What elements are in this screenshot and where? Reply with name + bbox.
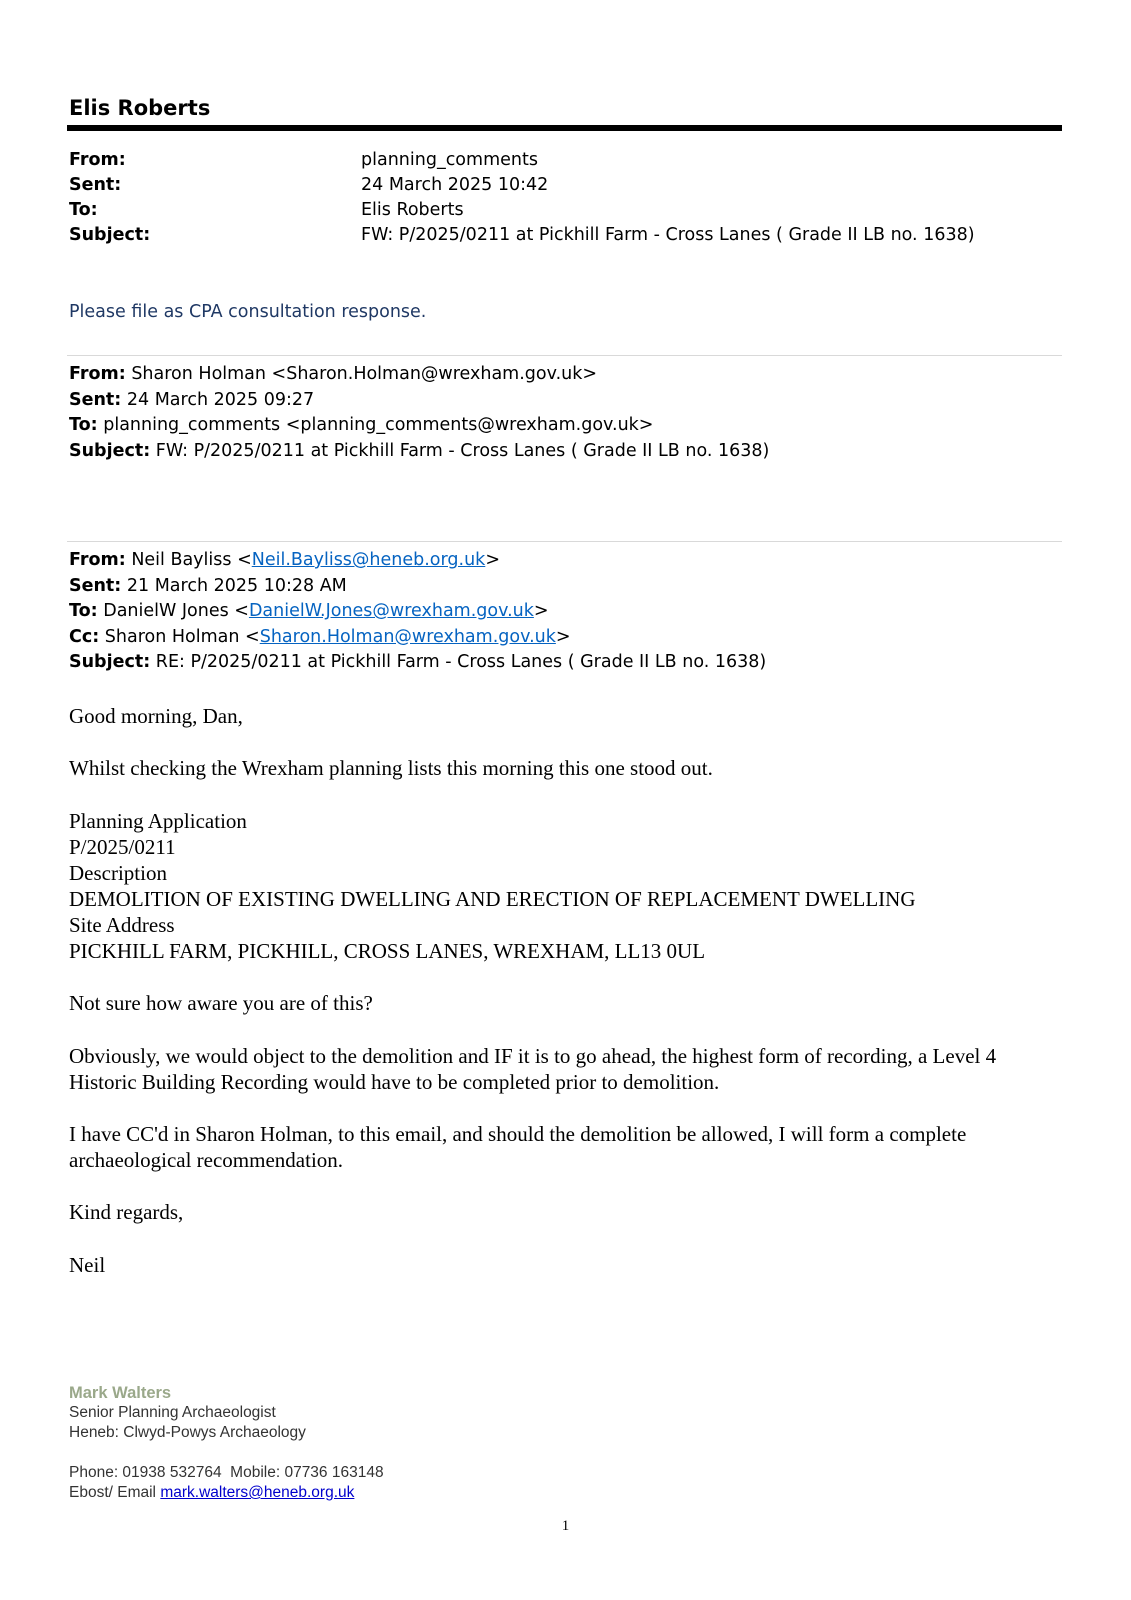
page-number: 1 bbox=[561, 1518, 570, 1534]
fwd2-cc-end: > bbox=[555, 626, 571, 647]
outer-to-value: Elis Roberts bbox=[361, 200, 464, 220]
application-details bbox=[69, 808, 1064, 964]
greeting: Good morning, Dan, bbox=[69, 704, 243, 728]
outer-from-value: planning_comments bbox=[361, 150, 538, 170]
app-line: P/2025/0211 bbox=[69, 835, 176, 859]
fwd1-from-value: Sharon Holman <Sharon.Holman@wrexham.gov.uk> bbox=[131, 364, 598, 384]
fwd2-from-label: From: bbox=[69, 550, 126, 570]
fwd1-subject-label: Subject: bbox=[69, 440, 151, 461]
filing-note: Please file as CPA consultation response. bbox=[69, 302, 427, 322]
fwd2-cc-email-link[interactable]: Sharon.Holman@wrexham.gov.uk bbox=[259, 626, 556, 647]
app-line: PICKHILL FARM, PICKHILL, CROSS LANES, WREXHAM, LL13 0UL bbox=[69, 939, 706, 963]
fwd2-sent-value: 21 March 2025 10:28 AM bbox=[126, 575, 347, 596]
fwd2-cc-name: Sharon Holman < bbox=[104, 626, 260, 647]
app-line: Planning Application bbox=[69, 809, 247, 833]
fwd2-to-name: DanielW Jones < bbox=[103, 601, 249, 621]
paragraph-4: I have CC'd in Sharon Holman, to this email, and should the demolition be allowed, I will form a complete archaeological recommendation. bbox=[69, 1122, 967, 1172]
fwd2-from-end: > bbox=[485, 550, 500, 570]
fwd1-subject-value: FW: P/2025/0211 at Pickhill Farm - Cross Lanes ( Grade II LB no. 1638) bbox=[155, 440, 770, 461]
fwd2-to-end: > bbox=[533, 601, 549, 621]
fwd2-cc-label: Cc: bbox=[69, 626, 100, 647]
separator-2 bbox=[67, 541, 1062, 542]
outer-sent-label: Sent: bbox=[69, 175, 122, 195]
signature-name: Mark Walters bbox=[69, 1384, 172, 1402]
owner-rule bbox=[67, 125, 1062, 131]
document-owner: Elis Roberts bbox=[69, 96, 211, 120]
outer-subject-label: Subject: bbox=[69, 225, 151, 245]
sign-off: Neil bbox=[69, 1253, 106, 1277]
outer-to-label: To: bbox=[69, 200, 98, 220]
fwd2-from-name: Neil Bayliss < bbox=[131, 550, 252, 570]
fwd1-from-label: From: bbox=[69, 364, 126, 384]
forward-1-header bbox=[69, 362, 769, 464]
fwd2-subject-label: Subject: bbox=[69, 652, 151, 672]
paragraph-1: Whilst checking the Wrexham planning lists this morning this one stood out. bbox=[69, 756, 713, 780]
fwd2-to-email-link[interactable]: DanielW.Jones@wrexham.gov.uk bbox=[248, 601, 534, 621]
outer-from-label: From: bbox=[69, 150, 126, 170]
fwd2-sent-label: Sent: bbox=[69, 575, 122, 596]
app-line: Site Address bbox=[69, 913, 175, 937]
signature-email-label: Ebost/ Email bbox=[69, 1484, 161, 1501]
signature-block bbox=[69, 1383, 384, 1503]
app-line: DEMOLITION OF EXISTING DWELLING AND ERECTION OF REPLACEMENT DWELLING bbox=[69, 887, 916, 911]
fwd1-sent-value: 24 March 2025 09:27 bbox=[126, 389, 315, 410]
paragraph-2: Not sure how aware you are of this? bbox=[69, 991, 373, 1015]
outer-subject-value: FW: P/2025/0211 at Pickhill Farm - Cross Lanes ( Grade II LB no. 1638) bbox=[361, 225, 975, 245]
outer-sent-value: 24 March 2025 10:42 bbox=[361, 175, 549, 195]
paragraph-3: Obviously, we would object to the demolition and IF it is to go ahead, the highest form of recording, a Level 4 Historic Building Recording would have to be completed prior to demolition. bbox=[69, 1044, 997, 1094]
signature-email-link[interactable]: mark.walters@heneb.org.uk bbox=[160, 1484, 355, 1501]
forward-2-header bbox=[69, 548, 766, 676]
fwd1-sent-label: Sent: bbox=[69, 389, 122, 410]
signature-org: Heneb: Clwyd-Powys Archaeology bbox=[69, 1424, 306, 1441]
fwd1-to-value: planning_comments <planning_comments@wrexham.gov.uk> bbox=[103, 415, 654, 435]
signature-title: Senior Planning Archaeologist bbox=[69, 1404, 276, 1421]
app-line: Description bbox=[69, 861, 167, 885]
fwd2-to-label: To: bbox=[69, 601, 98, 621]
fwd2-subject-value: RE: P/2025/0211 at Pickhill Farm - Cross Lanes ( Grade II LB no. 1638) bbox=[155, 652, 767, 672]
fwd1-to-label: To: bbox=[69, 415, 98, 435]
signature-phone: Phone: 01938 532764 Mobile: 07736 163148 bbox=[69, 1464, 384, 1481]
closing: Kind regards, bbox=[69, 1200, 184, 1224]
separator-1 bbox=[67, 355, 1062, 356]
fwd2-from-email-link[interactable]: Neil.Bayliss@heneb.org.uk bbox=[251, 550, 486, 570]
